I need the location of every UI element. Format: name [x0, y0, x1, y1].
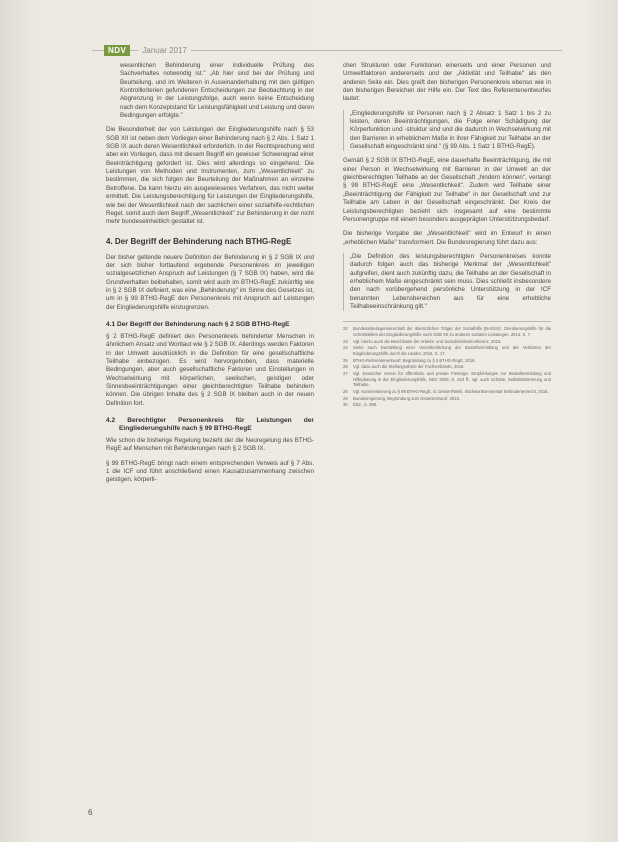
footnote — [343, 402, 551, 408]
footnote — [343, 389, 551, 395]
footnote-text: Vgl. Kommentierung zu § 99 BTHG-RegE, in: Deinert/Welti, Stichwortkommentar Behindertenrecht, 2016. — [353, 388, 549, 394]
footnote-text: Vgl. dazu auch die Stellungnahme der Fachverbände, 2016. — [353, 364, 465, 370]
subsection-heading: 4.1 Der Begriff der Behinderung nach § 2 SGB BTHG-RegE — [106, 320, 290, 328]
footnote-text: Vgl. Deutscher Verein für öffentliche und private Fürsorge: Empfehlungen zur Bedarfsermittlung und Hilfeplanung in der Eingliederungshilfe, NDV 2009, S. 253 ff.; vgl. auch Schütte, Selbstbestimmung und Teilhabe. — [353, 371, 551, 388]
footnote-text: Bundesarbeitsgemeinschaft der überörtlichen Träger der Sozialhilfe (BAGüS): Orientierungshilfe für die Schnittstellen der Eingliederungshilfe nach SGB XII zu anderen sozialen Leistungen, 2013, S. 7. — [353, 326, 551, 337]
paragraph: Die bisherige Vorgabe der „Wesentlichkeit" wird im Entwurf in einen „erheblichen Maße" transformiert. Die Bundesregierung führt dazu aus: — [343, 230, 551, 246]
right-column — [343, 62, 551, 409]
subsection-heading: 4.2 Berechtigter Personenkreis für Leistungen der Eingliederungshilfe nach § 99 BTHG-RegE — [106, 417, 314, 433]
footnote-number: 22 — [343, 326, 348, 332]
paragraph: § 99 BTHG-RegE bringt nach einem entsprechenden Verweis auf § 7 Abs. 1 die ICF und führt anschließend einen Kausalzusammenhang zwischen geistigen, körperli- — [106, 459, 314, 484]
footnote-text: Bundesregierung, Begründung zum Gesetzentwurf, 2016. — [353, 395, 461, 401]
journal-logo: NDV — [104, 45, 130, 56]
footnote-number: 27 — [343, 371, 348, 377]
paragraph: Der bisher geltende neuere Definition der Behinderung in § 2 SGB IX und der sich bisher fortlaufend ergebende Personenkreis im jeweiligen sozialgesetzlichen Anspruch auf Leistungen (§ 7 SGB IX) haben, wird die Grundverhalten beibehalten, somit wird auch im BTHG-RegE zukünftig wie in § 2 SGB IX definiert, was eine „Behinderung" im Sinne des Gesetzes ist, um in § 99 BTHG-RegE den Personenkreis mit Anspruch auf Leistungen der Eingliederungshilfe einzugrenzen. — [106, 253, 314, 311]
footnote-number: 24 — [343, 345, 348, 351]
header — [104, 44, 191, 56]
paragraph: chen Strukturen oder Funktionen einerseits und einer Personen und Umweltfaktoren andererseits und der „Aktivität und Teilhabe" als den anderen Seite ein. Dies greift den bisherigen Personenkreis ebenso wie in den bisherigen Bereichen der Hilfe ein. Der Text des Referentenentwurfes lautet: — [343, 62, 551, 103]
footnote-number: 23 — [343, 338, 348, 344]
footnote — [343, 371, 551, 388]
footnote-text: BTHG-Referentenentwurf, Begründung zu § 2 BTHG-RegE, 2016. — [353, 357, 476, 363]
footnote — [343, 396, 551, 402]
footnote-number: 26 — [343, 364, 348, 370]
page-number: 6 — [88, 808, 93, 817]
paragraph: Gemäß § 2 SGB IX BTHG-RegE, eine dauerhafte Beeinträchtigung, die mit einer Person in Wechselwirkung mit Barrieren in der Umwelt an der gleichberechtigten Teilhabe an der Gesellschaft „hindern können", verlangt § 99 BTHG-RegE eine „Wesentlichkeit". Zudem wird Teilhabe einer „Beeinträchtigung der Fähigkeit zur Teilhabe" in der Gesellschaft und zur Teilhabe am Leben in der Gesellschaft eingeschränkt. Der Kreis der Leistungsberechtigten bezieht sich insgesamt auf eine bestimmte Personengruppe mit einem besonders ausgeprägten Unterstützungsbedarf. — [343, 157, 551, 223]
footnote — [343, 326, 551, 337]
footnote-text: Siehe nach Darstellung einer Vereinheitlichung der Bedarfsermittlung und der Verfahren der Eingliederungshilfe durch die Länder, 2016, S. 17. — [353, 345, 551, 356]
block-quote: „Die Definition des leistungsberechtigten Personenkreises konnte dadurch folgen auch das bisherige Merkmal der „Wesentlichkeit" aufgreifen, dient auch zukünftig dazu, die Teilhabe an der Gesellschaft in erheblichem Maße eingeschränkt sein muss. Dies schließt insbesondere den nach vorübergehend persönliche Unterstützung in der ICF benannten Lebensbereichen aus für eine erhebliche Teilhabeeinschränkung gilt." — [343, 253, 551, 311]
left-column — [106, 62, 314, 491]
section-heading: 4. Der Begriff der Behinderung nach BTHG-RegE — [106, 236, 292, 246]
intro-quote: wesentlichen Behinderung einer individuelle Prüfung des Sachverhaltes notwendig ist." „Ab hier sind bei der Prüfung und Beurteilung, und im Weiteren in Auseinanderhaltung mit den gültigen Kontrollkriterien gefundenen Entscheidungen zur Beobachtung in der Abgrenzung in der Leistungsfolge, auch wenn keine Entscheidung nach dem Konzeptstand für Leistungsfähigkeit und Leistung und deren Bedingungen erfolgte." — [120, 62, 314, 120]
block-quote: „Eingliederungshilfe ist Personen nach § 2 Absatz 1 Satz 1 bis 2 zu leisten, deren Beeinträchtigungen, die Folge einer Schädigung der Körperfunktion und -struktur sind und die dadurch in Wechselwirkung mit den Barrieren in erheblichem Maße in ihrer Fähigkeit zur Teilhabe an der Gesellschaft eingeschränkt sind." (§ 99 Abs. 1 Satz 1 BTHG-RegE). — [343, 110, 551, 152]
footnote — [343, 339, 551, 345]
paragraph: § 2 BTHG-RegE definiert den Personenkreis behinderter Menschen in ähnlichem Ansatz und Wortlaut wie § 2 SGB IX. Allerdings werden Faktoren in der Umwelt ausdrücklich in die Definition für eine gesellschaftliche Teilhabe einbezogen. Es wird hervorgehoben, dass materielle Bedingungen, aber auch gesellschaftliche Faktoren und Einstellungen in Wechselwirkung mit körperlichen, seelischen, geistigen oder Sinnesbeeinträchtigungen einer gleichberechtigten Teilhabe behindern können. Die übrigen Inhalte des § 2 SGB IX bleiben auch in der neuen Definition fort. — [106, 332, 314, 407]
footnote-number: 29 — [343, 395, 348, 401]
footnote — [343, 364, 551, 370]
paragraph: Wie schon die bisherige Regelung bezieht der die Neuregelung des BTHG-RegE auf Menschen mit Behinderungen nach § 2 SGB IX. — [106, 437, 314, 453]
footnote — [343, 345, 551, 356]
issue-date: Januar 2017 — [138, 46, 190, 55]
footnotes — [343, 321, 551, 408]
footnote — [343, 358, 551, 364]
footnote-number: 25 — [343, 357, 348, 363]
footnote-number: 28 — [343, 388, 348, 394]
footnote-text: Ebd., S. 288. — [353, 402, 378, 408]
footnote-number: 30 — [343, 402, 348, 408]
footnote-text: Vgl. hierzu auch die Beschlüsse der Arbeits- und Sozialministerkonferenz, 2015. — [353, 338, 502, 344]
paragraph: Die Besonderheit der von Leistungen der Eingliederungshilfe nach § 53 SGB XII ist neben dem Vorliegen einer Behinderung nach § 2 Abs. 1 Satz 1 SGB IX auch deren Wesentlichkeit erforderlich. In der Rechtsprechung wird aber ein Vorliegen, dass mit diesem Begriff ein gewisser Schweregrad einer Beeinträchtigung gefordert ist. Dies wird allerdings so eingehend. Die Leistungen von Methoden und Instrumenten, zum „Wesentlichkeit" zu bestimmen, die sich folgen der Beurteilung der Maßnahmen an einzelne Betroffene. Da kann hierzu ein ausgewiesenes Verfahren, das nicht weiter ermittelt. Die Leistungsberechtigung für Leistungen der Eingliederungshilfe, wie bei der Wesentlichkeit nach der sachlichen einer sozialhilfe-rechtlichen Regel, somit auch dem Begriff „Wesentlichkeit" zur Behinderung in der nicht mehr bundeseinheitlich gestaltet ist. — [106, 126, 314, 226]
